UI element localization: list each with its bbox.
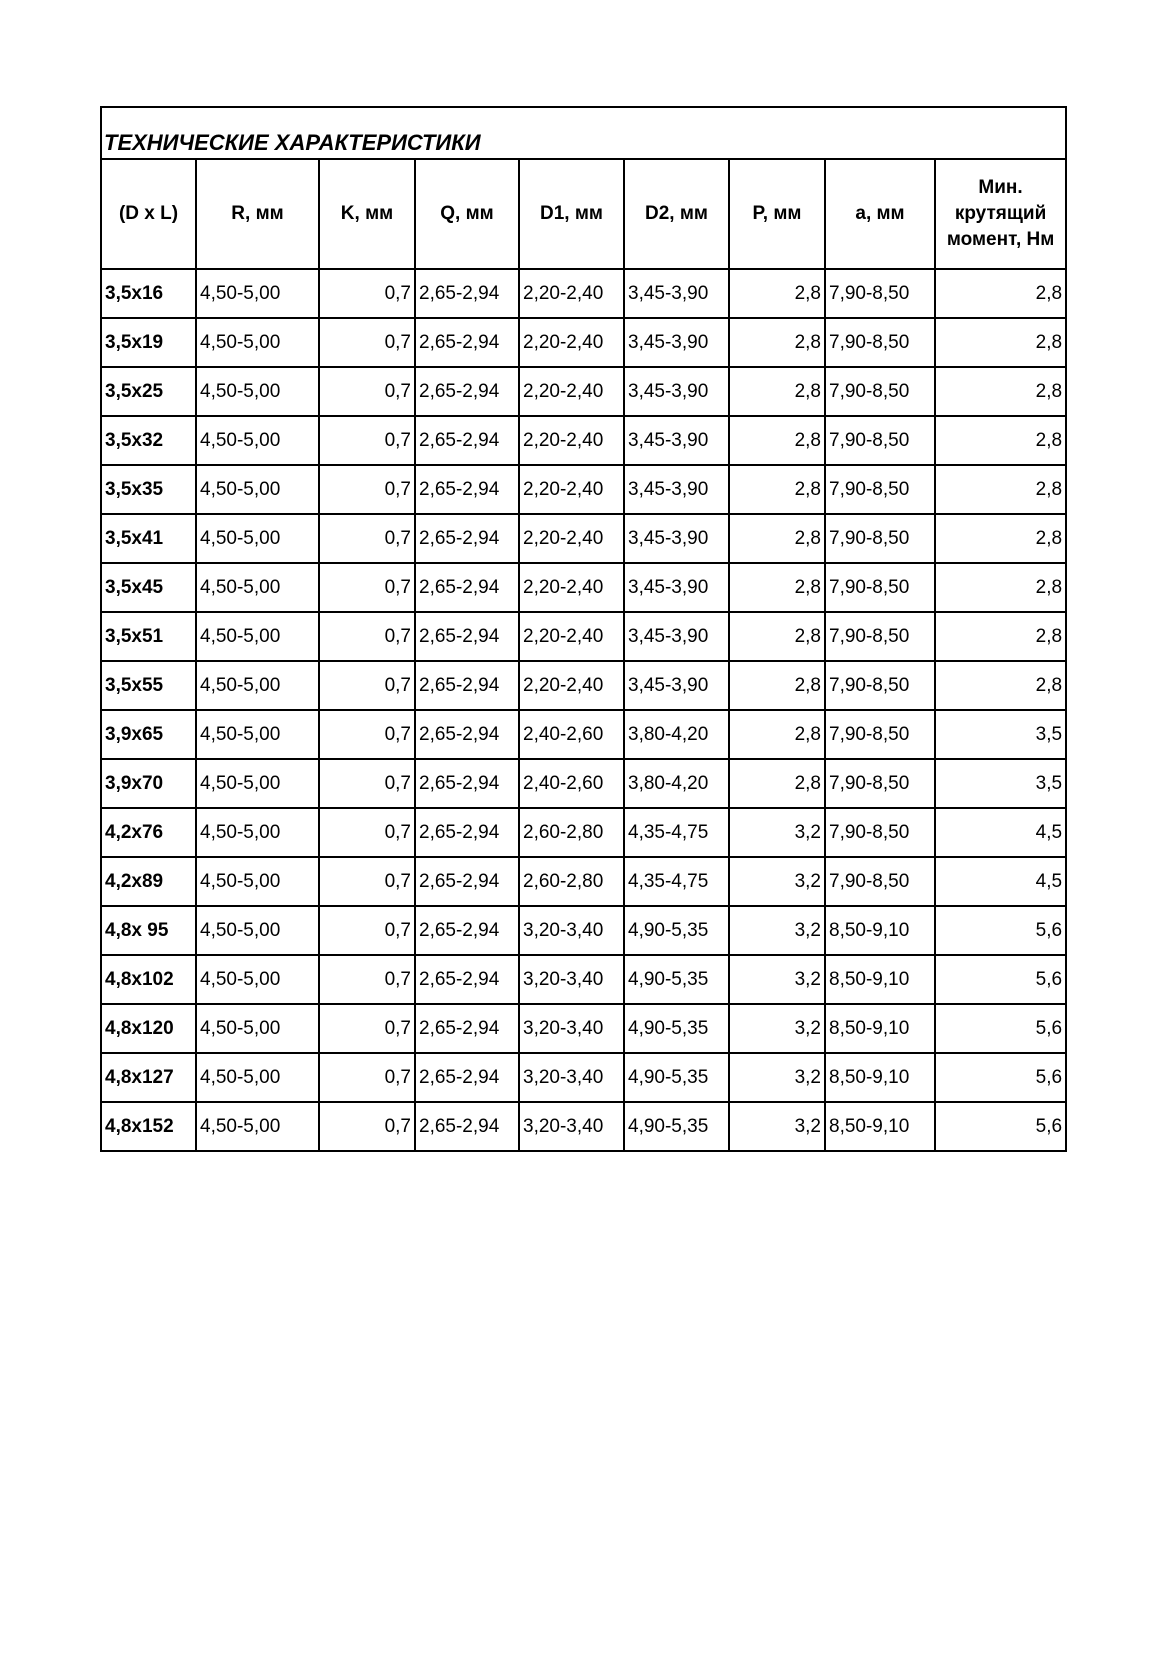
value-cell: 4,50-5,00 (196, 1053, 319, 1102)
value-cell: 3,2 (729, 1004, 825, 1053)
value-cell: 7,90-8,50 (825, 465, 935, 514)
value-cell: 0,7 (319, 514, 415, 563)
value-cell: 5,6 (935, 1102, 1066, 1151)
value-cell: 0,7 (319, 416, 415, 465)
value-cell: 7,90-8,50 (825, 661, 935, 710)
value-cell: 7,90-8,50 (825, 612, 935, 661)
value-cell: 7,90-8,50 (825, 808, 935, 857)
size-cell: 3,5x45 (101, 563, 196, 612)
value-cell: 2,8 (935, 661, 1066, 710)
table-row (101, 661, 1066, 710)
value-cell: 7,90-8,50 (825, 514, 935, 563)
specs-table (100, 106, 1067, 1152)
value-cell: 2,8 (729, 318, 825, 367)
value-cell: 4,50-5,00 (196, 612, 319, 661)
value-cell: 7,90-8,50 (825, 416, 935, 465)
value-cell: 7,90-8,50 (825, 710, 935, 759)
value-cell: 2,65-2,94 (415, 710, 519, 759)
value-cell: 2,60-2,80 (519, 857, 624, 906)
size-cell: 3,5x16 (101, 269, 196, 318)
value-cell: 2,20-2,40 (519, 318, 624, 367)
value-cell: 3,20-3,40 (519, 1102, 624, 1151)
value-cell: 2,8 (935, 612, 1066, 661)
value-cell: 3,2 (729, 808, 825, 857)
value-cell: 0,7 (319, 710, 415, 759)
value-cell: 3,2 (729, 906, 825, 955)
header-cell: a, мм (825, 159, 935, 269)
value-cell: 3,45-3,90 (624, 416, 729, 465)
value-cell: 4,50-5,00 (196, 661, 319, 710)
table-row (101, 416, 1066, 465)
value-cell: 2,8 (729, 612, 825, 661)
value-cell: 2,20-2,40 (519, 465, 624, 514)
value-cell: 2,65-2,94 (415, 514, 519, 563)
value-cell: 2,8 (729, 269, 825, 318)
table-row (101, 514, 1066, 563)
value-cell: 4,50-5,00 (196, 1004, 319, 1053)
value-cell: 4,90-5,35 (624, 1004, 729, 1053)
size-cell: 3,5x51 (101, 612, 196, 661)
value-cell: 2,20-2,40 (519, 367, 624, 416)
value-cell: 2,8 (935, 269, 1066, 318)
value-cell: 2,65-2,94 (415, 269, 519, 318)
value-cell: 2,8 (729, 661, 825, 710)
value-cell: 3,5 (935, 759, 1066, 808)
value-cell: 3,20-3,40 (519, 955, 624, 1004)
value-cell: 4,50-5,00 (196, 710, 319, 759)
value-cell: 3,45-3,90 (624, 465, 729, 514)
value-cell: 8,50-9,10 (825, 1053, 935, 1102)
value-cell: 2,8 (935, 563, 1066, 612)
value-cell: 3,45-3,90 (624, 269, 729, 318)
value-cell: 2,65-2,94 (415, 1102, 519, 1151)
size-cell: 4,8x102 (101, 955, 196, 1004)
value-cell: 4,50-5,00 (196, 1102, 319, 1151)
value-cell: 2,8 (935, 416, 1066, 465)
table-row (101, 1053, 1066, 1102)
size-cell: 3,9x70 (101, 759, 196, 808)
value-cell: 2,65-2,94 (415, 563, 519, 612)
value-cell: 0,7 (319, 808, 415, 857)
size-cell: 3,5x55 (101, 661, 196, 710)
value-cell: 3,20-3,40 (519, 906, 624, 955)
value-cell: 0,7 (319, 318, 415, 367)
value-cell: 3,20-3,40 (519, 1004, 624, 1053)
header-cell: K, мм (319, 159, 415, 269)
value-cell: 7,90-8,50 (825, 857, 935, 906)
value-cell: 4,50-5,00 (196, 857, 319, 906)
value-cell: 5,6 (935, 955, 1066, 1004)
value-cell: 3,45-3,90 (624, 563, 729, 612)
table-row (101, 1004, 1066, 1053)
value-cell: 2,8 (935, 367, 1066, 416)
value-cell: 4,50-5,00 (196, 955, 319, 1004)
size-cell: 3,5x25 (101, 367, 196, 416)
value-cell: 5,6 (935, 1053, 1066, 1102)
table-row (101, 906, 1066, 955)
value-cell: 3,2 (729, 1102, 825, 1151)
value-cell: 7,90-8,50 (825, 318, 935, 367)
value-cell: 3,2 (729, 955, 825, 1004)
value-cell: 3,2 (729, 857, 825, 906)
value-cell: 2,8 (935, 465, 1066, 514)
value-cell: 2,65-2,94 (415, 1004, 519, 1053)
value-cell: 0,7 (319, 1102, 415, 1151)
value-cell: 2,8 (729, 416, 825, 465)
value-cell: 4,90-5,35 (624, 906, 729, 955)
value-cell: 0,7 (319, 1053, 415, 1102)
table-row (101, 612, 1066, 661)
value-cell: 2,65-2,94 (415, 759, 519, 808)
table-title: ТЕХНИЧЕСКИЕ ХАРАКТЕРИСТИКИ (101, 107, 1066, 159)
size-cell: 4,2x89 (101, 857, 196, 906)
value-cell: 4,90-5,35 (624, 1102, 729, 1151)
value-cell: 7,90-8,50 (825, 269, 935, 318)
header-cell: P, мм (729, 159, 825, 269)
value-cell: 0,7 (319, 759, 415, 808)
table-row (101, 269, 1066, 318)
value-cell: 0,7 (319, 612, 415, 661)
size-cell: 4,8x 95 (101, 906, 196, 955)
value-cell: 8,50-9,10 (825, 906, 935, 955)
table-row (101, 710, 1066, 759)
value-cell: 4,50-5,00 (196, 563, 319, 612)
value-cell: 0,7 (319, 955, 415, 1004)
value-cell: 2,65-2,94 (415, 955, 519, 1004)
value-cell: 0,7 (319, 367, 415, 416)
value-cell: 2,65-2,94 (415, 416, 519, 465)
value-cell: 7,90-8,50 (825, 367, 935, 416)
value-cell: 3,80-4,20 (624, 710, 729, 759)
value-cell: 3,20-3,40 (519, 1053, 624, 1102)
value-cell: 4,50-5,00 (196, 808, 319, 857)
value-cell: 5,6 (935, 906, 1066, 955)
value-cell: 2,8 (729, 563, 825, 612)
table-row (101, 367, 1066, 416)
value-cell: 2,8 (729, 710, 825, 759)
value-cell: 4,50-5,00 (196, 759, 319, 808)
size-cell: 4,8x127 (101, 1053, 196, 1102)
value-cell: 2,8 (935, 318, 1066, 367)
value-cell: 3,2 (729, 1053, 825, 1102)
value-cell: 2,40-2,60 (519, 710, 624, 759)
value-cell: 3,5 (935, 710, 1066, 759)
value-cell: 2,20-2,40 (519, 661, 624, 710)
value-cell: 0,7 (319, 661, 415, 710)
table-row (101, 465, 1066, 514)
value-cell: 2,65-2,94 (415, 808, 519, 857)
value-cell: 5,6 (935, 1004, 1066, 1053)
table-row (101, 318, 1066, 367)
header-cell: R, мм (196, 159, 319, 269)
value-cell: 3,45-3,90 (624, 661, 729, 710)
size-cell: 4,8x120 (101, 1004, 196, 1053)
value-cell: 2,65-2,94 (415, 1053, 519, 1102)
value-cell: 3,45-3,90 (624, 318, 729, 367)
value-cell: 3,45-3,90 (624, 514, 729, 563)
value-cell: 4,50-5,00 (196, 367, 319, 416)
value-cell: 2,20-2,40 (519, 514, 624, 563)
header-cell: Q, мм (415, 159, 519, 269)
table-row (101, 955, 1066, 1004)
value-cell: 2,20-2,40 (519, 416, 624, 465)
value-cell: 3,45-3,90 (624, 612, 729, 661)
value-cell: 4,50-5,00 (196, 906, 319, 955)
size-cell: 3,5x32 (101, 416, 196, 465)
size-cell: 3,5x35 (101, 465, 196, 514)
table-row (101, 563, 1066, 612)
size-cell: 4,8x152 (101, 1102, 196, 1151)
value-cell: 2,40-2,60 (519, 759, 624, 808)
value-cell: 0,7 (319, 1004, 415, 1053)
value-cell: 4,35-4,75 (624, 857, 729, 906)
value-cell: 4,50-5,00 (196, 465, 319, 514)
value-cell: 2,20-2,40 (519, 269, 624, 318)
value-cell: 4,50-5,00 (196, 318, 319, 367)
value-cell: 2,65-2,94 (415, 612, 519, 661)
value-cell: 4,50-5,00 (196, 269, 319, 318)
value-cell: 2,65-2,94 (415, 857, 519, 906)
header-cell-torque: Мин. крутящий момент, Нм (935, 159, 1066, 269)
value-cell: 2,8 (729, 367, 825, 416)
value-cell: 4,50-5,00 (196, 514, 319, 563)
size-cell: 4,2x76 (101, 808, 196, 857)
value-cell: 2,8 (935, 514, 1066, 563)
value-cell: 0,7 (319, 269, 415, 318)
value-cell: 2,20-2,40 (519, 612, 624, 661)
value-cell: 8,50-9,10 (825, 955, 935, 1004)
value-cell: 4,5 (935, 808, 1066, 857)
table-row (101, 1102, 1066, 1151)
size-cell: 3,9x65 (101, 710, 196, 759)
value-cell: 4,35-4,75 (624, 808, 729, 857)
value-cell: 4,50-5,00 (196, 416, 319, 465)
value-cell: 3,45-3,90 (624, 367, 729, 416)
value-cell: 2,8 (729, 465, 825, 514)
value-cell: 4,90-5,35 (624, 1053, 729, 1102)
value-cell: 7,90-8,50 (825, 759, 935, 808)
value-cell: 2,60-2,80 (519, 808, 624, 857)
value-cell: 7,90-8,50 (825, 563, 935, 612)
value-cell: 2,8 (729, 514, 825, 563)
value-cell: 2,65-2,94 (415, 661, 519, 710)
value-cell: 2,20-2,40 (519, 563, 624, 612)
table-row (101, 808, 1066, 857)
value-cell: 8,50-9,10 (825, 1102, 935, 1151)
header-cell: (D x L) (101, 159, 196, 269)
value-cell: 3,80-4,20 (624, 759, 729, 808)
table-row (101, 857, 1066, 906)
value-cell: 8,50-9,10 (825, 1004, 935, 1053)
value-cell: 4,90-5,35 (624, 955, 729, 1004)
value-cell: 0,7 (319, 465, 415, 514)
value-cell: 2,65-2,94 (415, 367, 519, 416)
value-cell: 2,65-2,94 (415, 318, 519, 367)
value-cell: 2,8 (729, 759, 825, 808)
size-cell: 3,5x41 (101, 514, 196, 563)
value-cell: 2,65-2,94 (415, 906, 519, 955)
table-title-row (101, 107, 1066, 159)
header-row (101, 159, 1066, 269)
value-cell: 4,5 (935, 857, 1066, 906)
value-cell: 0,7 (319, 563, 415, 612)
value-cell: 0,7 (319, 857, 415, 906)
header-cell: D2, мм (624, 159, 729, 269)
value-cell: 2,65-2,94 (415, 465, 519, 514)
header-cell: D1, мм (519, 159, 624, 269)
value-cell: 0,7 (319, 906, 415, 955)
size-cell: 3,5x19 (101, 318, 196, 367)
table-row (101, 759, 1066, 808)
